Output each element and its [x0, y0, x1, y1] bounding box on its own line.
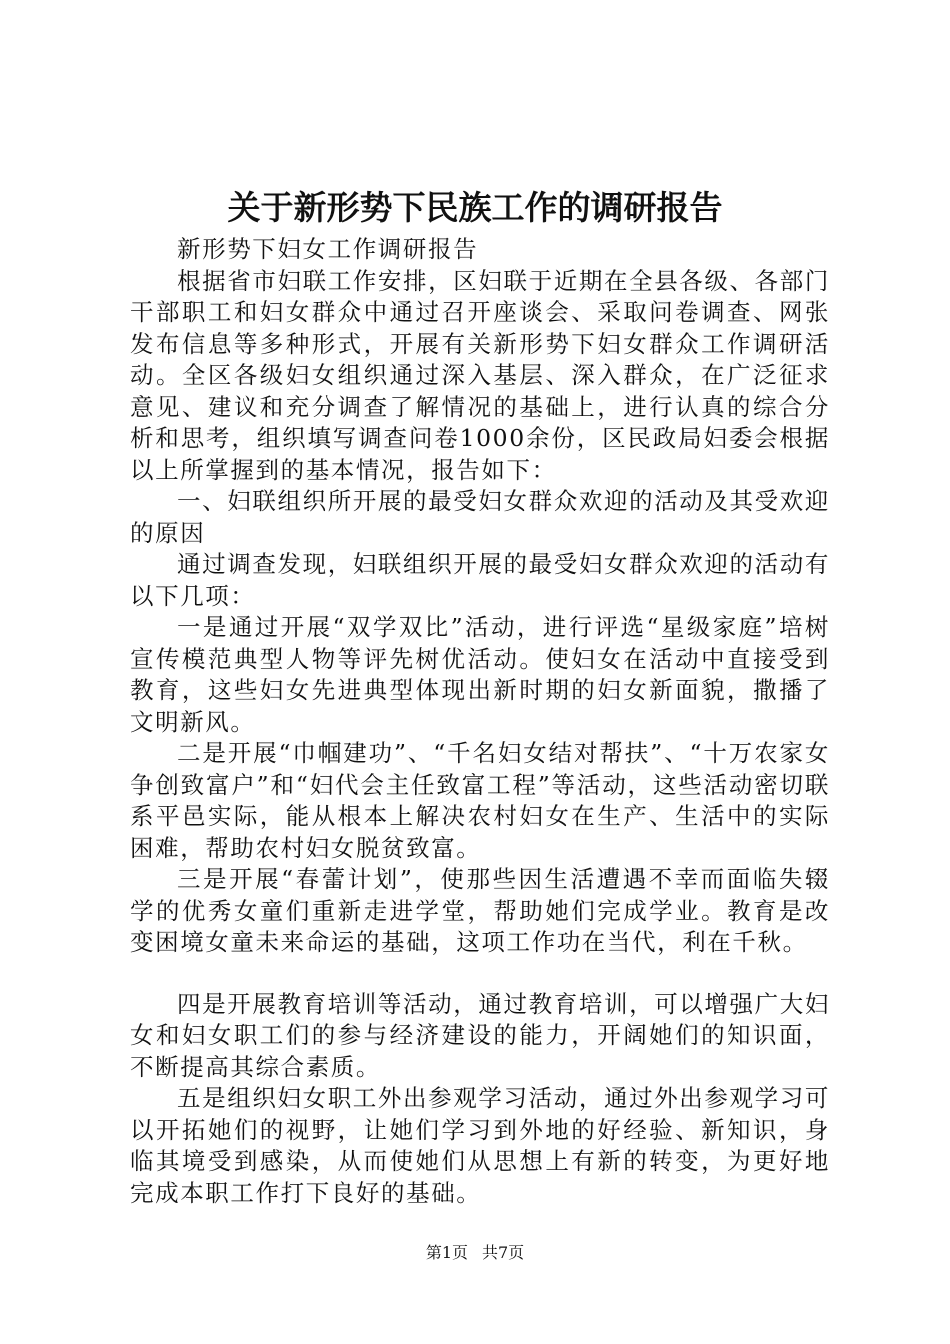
section-heading: 一、妇联组织所开展的最受妇女群众欢迎的活动及其受欢迎的原因 — [130, 487, 830, 547]
item-paragraph-2: 二是开展“巾帼建功”、“千名妇女结对帮扶”、“十万农家女争创致富户”和“妇代会主任致富工程”等活动，这些活动密切联系平邑实际，能从根本上解决农村妇女在生产、生活中的实际困难，帮助农村妇女脱贫致富。 — [130, 739, 830, 862]
page-footer — [0, 1242, 950, 1264]
paragraph-gap — [130, 959, 830, 989]
item-paragraph-4: 四是开展教育培训等活动，通过教育培训，可以增强广大妇女和妇女职工们的参与经济建设的能力，开阔她们的知识面，不断提高其综合素质。 — [130, 989, 830, 1081]
item-paragraph-5: 五是组织妇女职工外出参观学习活动，通过外出参观学习可以开拓她们的视野，让她们学习到外地的好经验、新知识，身临其境受到感染，从而使她们从思想上有新的转变，为更好地完成本职工作打下良好的基础。 — [130, 1084, 830, 1207]
page-total: 共7页 — [482, 1243, 525, 1262]
page-number: 第1页 — [425, 1243, 468, 1262]
item-paragraph-3: 三是开展“春蕾计划”，使那些因生活遭遇不幸而面临失辍学的优秀女童们重新走进学堂，帮助她们完成学业。教育是改变困境女童未来命运的基础，这项工作功在当代，利在千秋。 — [130, 865, 830, 956]
findings-paragraph: 通过调查发现，妇联组织开展的最受妇女群众欢迎的活动有以下几项： — [130, 550, 830, 610]
subtitle-paragraph: 新形势下妇女工作调研报告 — [177, 235, 479, 263]
intro-paragraph: 根据省市妇联工作安排，区妇联于近期在全县各级、各部门干部职工和妇女群众中通过召开座谈会、采取问卷调查、网张发布信息等多种形式，开展有关新形势下妇女群众工作调研活动。全区各级妇女组织通过深入基层、深入群众，在广泛征求意见、建议和充分调查了解情况的基础上，进行认真的综合分析和思考，组织填写调查问卷1000余份，区民政局妇委会根据以上所掌握到的基本情况，报告如下： — [130, 266, 830, 484]
document-body — [130, 234, 830, 1209]
document-title: 关于新形势下民族工作的调研报告 — [227, 188, 723, 227]
item-paragraph-1: 一是通过开展“双学双比”活动，进行评选“星级家庭”培树宣传模范典型人物等评先树优活动。使妇女在活动中直接受到教育，这些妇女先进典型体现出新时期的妇女新面貌，撒播了文明新风。 — [130, 613, 830, 736]
